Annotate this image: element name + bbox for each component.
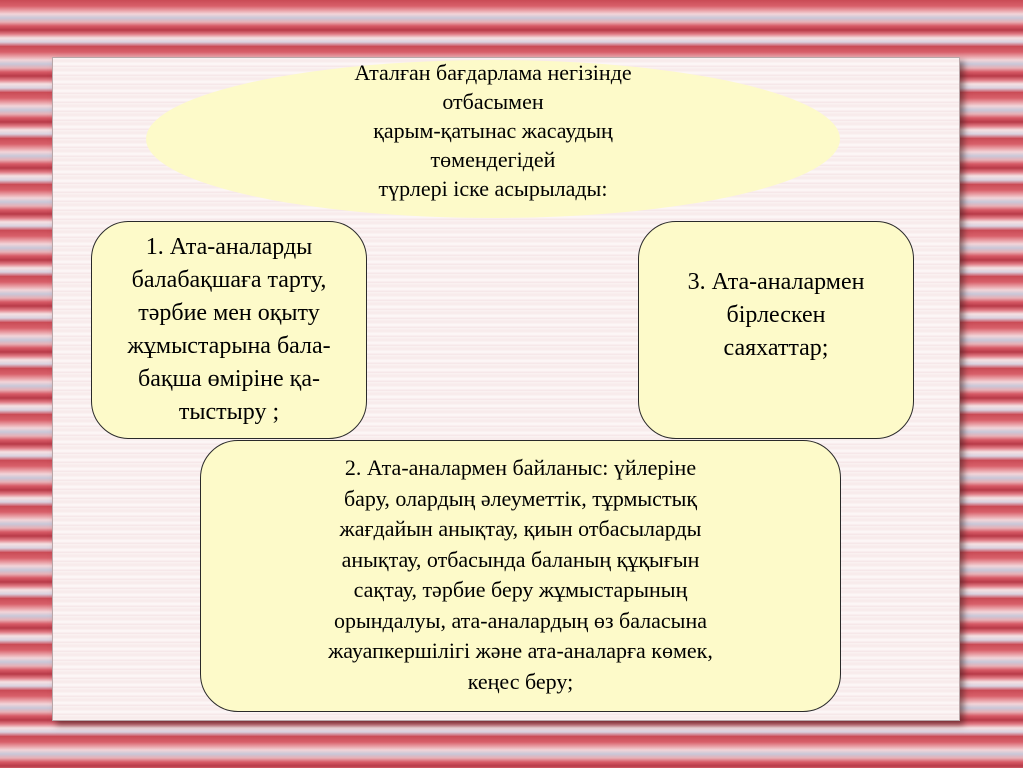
- item-box-3-line: бірлескен: [726, 302, 826, 328]
- item-box-2-line: жауапкершілігі және ата-аналарға көмек,: [328, 638, 713, 663]
- item-box-2-line: кеңес беру;: [467, 668, 574, 694]
- item-box-2-line: анықтау, отбасында баланың құқығын: [341, 546, 700, 572]
- item-box-1-line: 1. Ата-аналарды: [145, 234, 313, 260]
- header-line: отбасымен: [442, 89, 544, 114]
- item-box-2: [200, 440, 841, 712]
- item-box-1-line: жұмыстарына бала-: [127, 333, 331, 359]
- item-box-1-text: [127, 231, 330, 429]
- item-box-2-line: сақтау, тәрбие беру жұмыстарының: [353, 577, 688, 602]
- item-box-3: [638, 221, 914, 439]
- header-line: қарым-қатынас жасаудың: [373, 118, 613, 143]
- item-box-1-line: балабақшаға тарту,: [131, 267, 327, 293]
- header-line: түрлері іске асырылады:: [378, 176, 608, 201]
- header-line: Аталған бағдарлама негізінде: [354, 60, 632, 85]
- item-box-3-text: [688, 266, 865, 365]
- item-box-3-line: 3. Ата-аналармен: [687, 269, 865, 295]
- item-box-2-text: [328, 453, 713, 697]
- item-box-1-line: тыстыру ;: [178, 399, 280, 425]
- header-text: [146, 58, 840, 203]
- item-box-1-line: бақша өміріне қа-: [138, 366, 320, 392]
- item-box-3-line: саяхаттар;: [723, 335, 829, 361]
- header-line: төмендегідей: [430, 147, 556, 172]
- item-box-2-line: жағдайын анықтау, қиын отбасыларды: [339, 516, 702, 541]
- item-box-1: [91, 221, 367, 439]
- item-box-1-line: тәрбие мен оқыту: [138, 300, 320, 326]
- item-box-2-line: 2. Ата-аналармен байланыс: үйлеріне: [344, 455, 697, 480]
- item-box-2-line: бару, олардың әлеуметтік, тұрмыстық: [343, 485, 698, 511]
- item-box-2-line: орындалуы, ата-аналардың өз баласына: [333, 607, 707, 633]
